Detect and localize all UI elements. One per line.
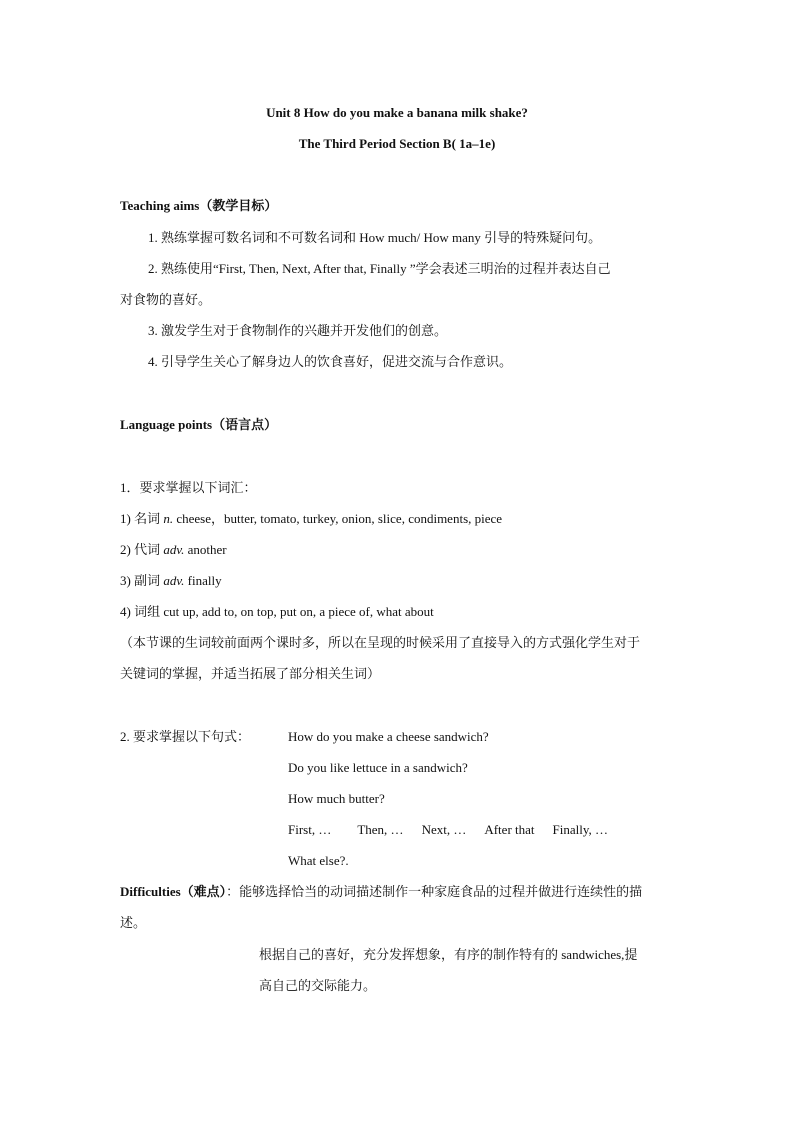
document-title: Unit 8 How do you make a banana milk shake? [266, 105, 528, 120]
sentence-pattern: Do you like lettuce in a sandwich? [288, 760, 468, 775]
vocab-item [120, 510, 502, 528]
vocab-pos: adv. [163, 573, 185, 588]
vocab-heading: 1．要求掌握以下词汇： [120, 480, 257, 495]
vocab-num: 4) 词组 [120, 604, 164, 619]
teaching-aim-item: 3. 激发学生对于食物制作的兴趣并开发他们的创意。 [148, 323, 448, 338]
sequence-word: Next, … [421, 822, 467, 837]
sentence-pattern: How do you make a cheese sandwich? [288, 729, 489, 744]
vocab-words: finally [184, 573, 222, 588]
difficulties-line [120, 883, 642, 901]
sentence-pattern: What else?. [288, 853, 349, 868]
difficulties-detail-continuation: 高自己的交际能力。 [259, 978, 377, 993]
teaching-aim-item: 4. 引导学生关心了解身边人的饮食喜好，促进交流与合作意识。 [148, 354, 513, 369]
vocab-pos: adv. [163, 542, 185, 557]
sequence-word: Finally, … [552, 822, 609, 837]
vocab-note: （本节课的生词较前面两个课时多，所以在呈现的时候采用了直接导入的方式强化学生对于 [120, 635, 641, 650]
vocab-num: 2) 代词 [120, 542, 164, 557]
vocab-item [120, 541, 227, 559]
vocab-note-continuation: 关键词的掌握，并适当拓展了部分相关生词） [120, 666, 381, 681]
vocab-num: 3) 副词 [120, 573, 164, 588]
difficulties-continuation: 述。 [120, 915, 147, 930]
sequence-word: Then, … [357, 822, 404, 837]
difficulties-text: ：能够选择恰当的动词描述制作一种家庭食品的过程并做进行连续性的描 [226, 884, 643, 899]
vocab-num: 1) 名词 [120, 511, 164, 526]
vocab-item [120, 572, 222, 590]
vocab-words: another [184, 542, 227, 557]
vocab-words: cheese，butter, tomato, turkey, onion, slice, condiments, piece [173, 511, 503, 526]
teaching-aim-item: 1. 熟练掌握可数名词和不可数名词和 How much/ How many 引导的特殊疑问句。 [148, 230, 602, 245]
vocab-item [120, 603, 434, 621]
difficulties-detail: 根据自己的喜好，充分发挥想象，有序的制作特有的 sandwiches,提 [259, 947, 638, 962]
sentence-pattern: How much butter? [288, 791, 385, 806]
vocab-pos: n. [163, 511, 174, 526]
sequence-words [288, 821, 608, 839]
document-subtitle: The Third Period Section B( 1a–1e) [298, 136, 496, 151]
sequence-word: After that [484, 822, 535, 837]
vocab-words: cut up, add to, on top, put on, a piece of, what about [163, 604, 434, 619]
difficulties-label: Difficulties（难点） [120, 884, 227, 899]
sequence-word: First, … [288, 822, 332, 837]
sentence-heading: 2. 要求掌握以下句式： [120, 729, 251, 744]
language-points-heading: Language points（语言点） [120, 417, 278, 432]
teaching-aims-heading: Teaching aims（教学目标） [120, 198, 278, 213]
teaching-aim-item: 2. 熟练使用“First, Then, Next, After that, Finally ”学会表述三明治的过程并表达自己 [148, 261, 611, 276]
teaching-aim-item-continuation: 对食物的喜好。 [120, 292, 212, 307]
